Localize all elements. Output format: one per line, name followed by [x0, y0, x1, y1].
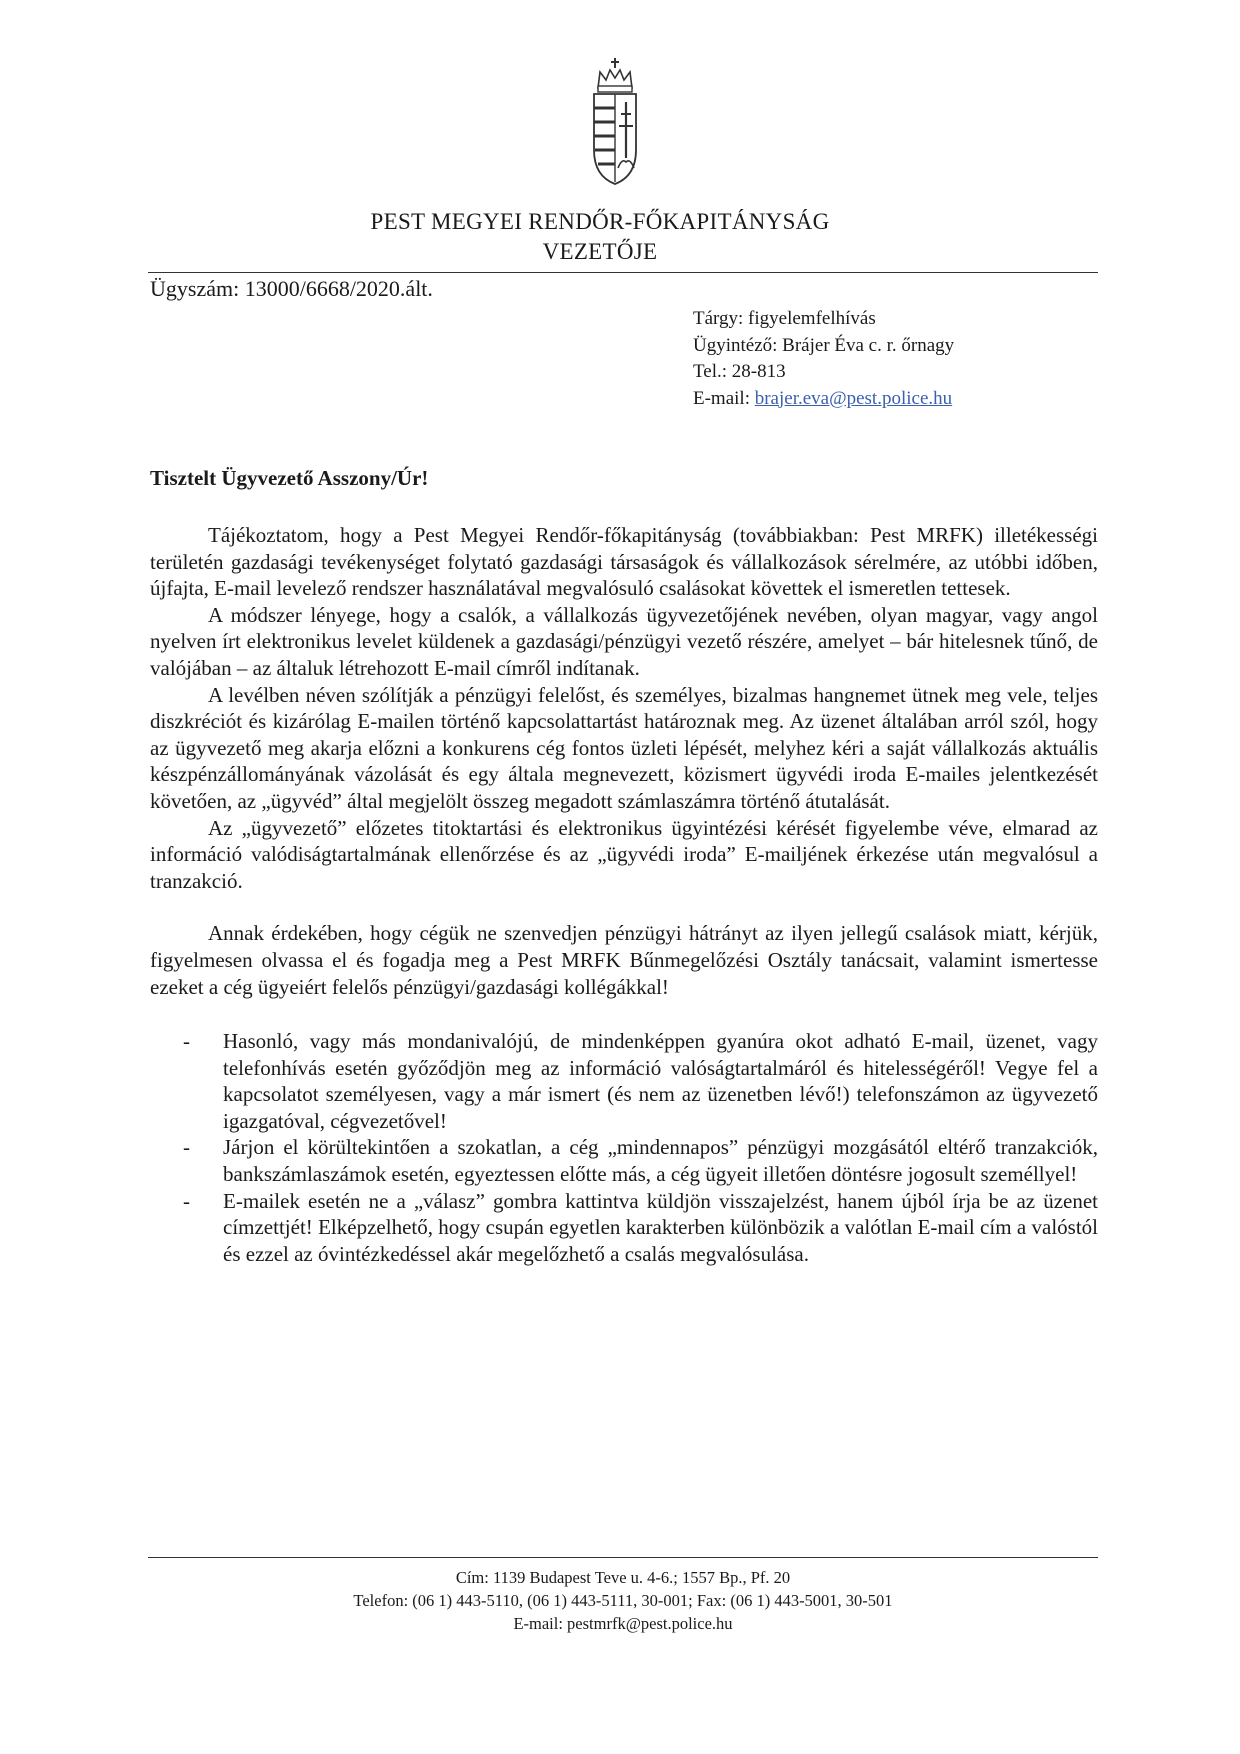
- email-line: [693, 386, 954, 413]
- paragraph: Tájékoztatom, hogy a Pest Megyei Rendőr-főkapitányság (továbbiakban: Pest MRFK) illetékességi területén gazdasági tevékenységet folytató gazdasági társaságok és vállalkozások sérelmére, az utóbbi időben, újfajta, E-mail levelező rendszer használatával megvalósuló csalásokat követtek el ismeretlen tettesek.: [150, 523, 1098, 601]
- officer-line: Ügyintéző: Brájer Éva c. r. őrnagy: [693, 334, 955, 356]
- list-item: [150, 1028, 1098, 1134]
- institution-role: VEZETŐJE: [542, 239, 658, 264]
- footer-divider: [148, 1557, 1098, 1558]
- paragraph: A módszer lényege, hogy a csalók, a vállalkozás ügyvezetőjének nevében, olyan magyar, vagy angol nyelven írt elektronikus levelet küldenek a gazdasági/pénzügyi vezető részére, amelyet – bár hitelesnek tűnő, de valójában – az általuk létrehozott E-mail címről indítanak.: [150, 602, 1098, 680]
- officer-email-link[interactable]: brajer.eva@pest.police.hu: [754, 387, 953, 409]
- footer: [148, 1566, 1098, 1635]
- subject-line: Tárgy: figyelemfelhívás: [693, 308, 876, 329]
- advice-list: [150, 1028, 1098, 1267]
- institution-name: PEST MEGYEI RENDŐR-FŐKAPITÁNYSÁG: [370, 209, 830, 234]
- bullet-marker: -: [183, 1029, 190, 1054]
- list-item: [150, 1188, 1098, 1268]
- paragraph: Annak érdekében, hogy cégük ne szenvedjen pénzügyi hátrányt az ilyen jellegű csalások miatt, kérjük, figyelmesen olvassa el és fogadja meg a Pest MRFK Bűnmegelőzési Osztály tanácsait, valamint ismertesse ezeket a cég ügyeiért felelős pénzügyi/gazdasági kollégákkal!: [150, 921, 1098, 999]
- hungarian-coat-of-arms-icon: [590, 58, 640, 188]
- list-item-text: E-mailek esetén ne a „válasz” gombra kattintva küldjön visszajelzést, hanem újból írja be az üzenet címzettjét! Elképzelhető, hogy csupán egyetlen karakterben különbözik a valótlan E-mail cím a valóstól és ezzel az óvintézkedéssel akár megelőzhető a csalás megvalósulása.: [223, 1188, 1098, 1266]
- letter-body: [150, 522, 1098, 1267]
- list-item: [150, 1134, 1098, 1187]
- header-divider: [148, 272, 1098, 273]
- list-item-text: Hasonló, vagy más mondanivalójú, de mindenképpen gyanúra okot adható E-mail, üzenet, vagy telefonhívás esetén győződjön meg az információ valóságtartalmáról és hitelességéről! Vegye fel a kapcsolatot személyesen, vagy a már ismert (és nem az üzenetben lévő!) telefonszámon az ügyvezető igazgatóval, cégvezetővel!: [223, 1029, 1098, 1133]
- bullet-marker: -: [183, 1135, 190, 1160]
- paragraph: Az „ügyvezető” előzetes titoktartási és elektronikus ügyintézési kérését figyelembe véve, elmarad az információ valódiságtartalmának ellenőrzése és az „ügyvédi iroda” E-mailjének érkezése után megvalósul a tranzakció.: [150, 815, 1098, 893]
- paragraph: A levélben néven szólítják a pénzügyi felelőst, és személyes, bizalmas hangnemet ütnek meg vele, teljes diszkréciót és kizárólag E-mailen történő kapcsolattartást határoznak meg. Az üzenet általában arról szól, hogy az ügyvezető meg akarja előzni a konkurens cég fontos üzleti lépését, melyhez kéri a saját vállalkozás aktuális készpénzállományának vázolását és egy általa megnevezett, közismert ügyvédi iroda E-mailes jelentkezését követően, az „ügyvéd” által megjelölt összeg megadott számlaszámra történő átutalását.: [150, 682, 1098, 813]
- bullet-marker: -: [183, 1188, 190, 1213]
- footer-email: E-mail: pestmrfk@pest.police.hu: [513, 1614, 733, 1633]
- email-label: E-mail:: [693, 387, 755, 409]
- letter-meta: [693, 306, 954, 412]
- phone-line: Tel.: 28-813: [693, 361, 786, 382]
- case-number: Ügyszám: 13000/6668/2020.ált.: [150, 276, 433, 301]
- salutation: Tisztelt Ügyvezető Asszony/Úr!: [150, 466, 429, 490]
- footer-address: Cím: 1139 Budapest Teve u. 4-6.; 1557 Bp., Pf. 20: [455, 1568, 791, 1587]
- footer-phones: Telefon: (06 1) 443-5110, (06 1) 443-5111, 30-001; Fax: (06 1) 443-5001, 30-501: [353, 1591, 893, 1610]
- list-item-text: Járjon el körültekintően a szokatlan, a cég „mindennapos” pénzügyi mozgásától eltérő tranzakciók, bankszámlaszámok esetén, egyeztessen előtte más, a cég ügyeit illetően döntésre jogosult személlyel!: [223, 1135, 1098, 1187]
